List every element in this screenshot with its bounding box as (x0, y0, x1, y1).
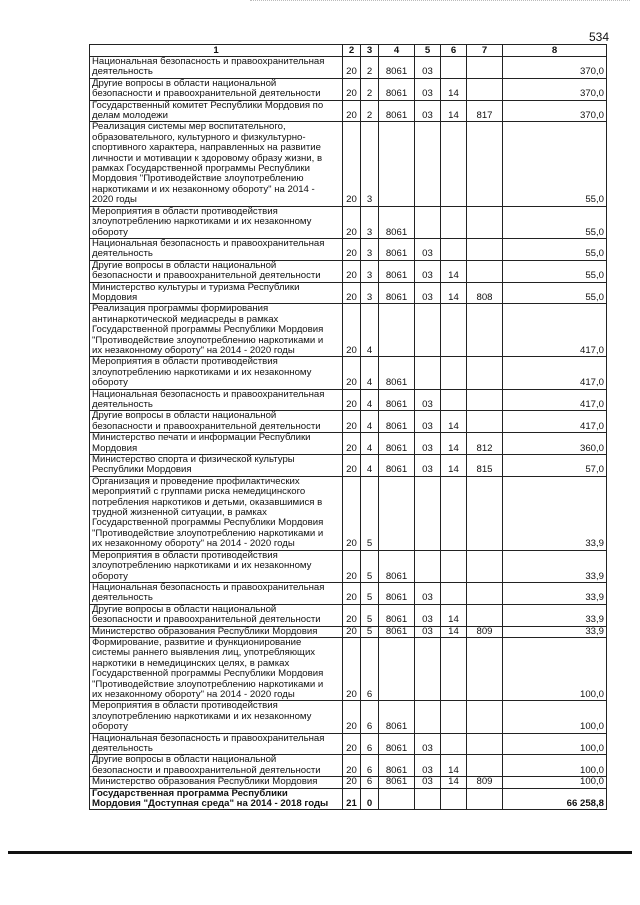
col2-cell: 20 (343, 206, 361, 238)
amount-cell: 100,0 (503, 755, 607, 777)
col7-cell (467, 57, 503, 79)
col4-cell: 8061 (379, 260, 415, 282)
col5-cell (415, 206, 441, 238)
col6-cell (441, 788, 467, 810)
table-row (90, 733, 607, 755)
col2-cell: 20 (343, 389, 361, 411)
col6-cell (441, 476, 467, 550)
col2-cell: 20 (343, 777, 361, 788)
col6-cell (441, 701, 467, 733)
col7-cell (467, 476, 503, 550)
col6-cell: 14 (441, 433, 467, 455)
column-header: 3 (361, 45, 379, 57)
table-row (90, 57, 607, 79)
col5-cell (415, 304, 441, 357)
col7-cell (467, 733, 503, 755)
col6-cell: 14 (441, 755, 467, 777)
col3-cell: 4 (361, 357, 379, 389)
col3-cell: 6 (361, 701, 379, 733)
table-row (90, 550, 607, 582)
table-row (90, 389, 607, 411)
col7-cell: 809 (467, 626, 503, 637)
table-row (90, 100, 607, 122)
row-name-cell: Мероприятия в области противодействия злоупотреблению наркотиками и их незаконному обороту (90, 701, 343, 733)
col4-cell: 8061 (379, 238, 415, 260)
table-row (90, 260, 607, 282)
amount-cell: 33,9 (503, 626, 607, 637)
col4-cell (379, 122, 415, 206)
col6-cell (441, 304, 467, 357)
row-name-cell: Министерство культуры и туризма Республики Мордовия (90, 282, 343, 304)
col4-cell: 8061 (379, 626, 415, 637)
col6-cell: 14 (441, 78, 467, 100)
col5-cell: 03 (415, 755, 441, 777)
amount-cell: 33,9 (503, 604, 607, 626)
table-row (90, 357, 607, 389)
amount-cell: 417,0 (503, 411, 607, 433)
col5-cell (415, 357, 441, 389)
col5-cell (415, 550, 441, 582)
col2-cell: 21 (343, 788, 361, 810)
table-row (90, 637, 607, 700)
col5-cell: 03 (415, 777, 441, 788)
table-row (90, 433, 607, 455)
col2-cell: 20 (343, 78, 361, 100)
amount-cell: 33,9 (503, 582, 607, 604)
table-row (90, 78, 607, 100)
row-name-cell: Другие вопросы в области национальной безопасности и правоохранительной деятельности (90, 755, 343, 777)
col3-cell: 2 (361, 100, 379, 122)
col5-cell: 03 (415, 733, 441, 755)
col4-cell: 8061 (379, 550, 415, 582)
col5-cell (415, 122, 441, 206)
col2-cell: 20 (343, 260, 361, 282)
col4-cell: 8061 (379, 78, 415, 100)
col5-cell (415, 701, 441, 733)
col2-cell: 20 (343, 626, 361, 637)
amount-cell: 100,0 (503, 637, 607, 700)
col5-cell (415, 788, 441, 810)
row-name-cell: Реализация системы мер воспитательного, образовательного, культурного и физкультурно- спортивного характера, направленных на развитие личности и мотивации к здоровому образу жизни, в рамках Государственной программы Республики Мордовия "Противодействие злоупотреблению наркотиками и их незаконному обороту" на 2014 - 2020 годы (90, 122, 343, 206)
col3-cell: 3 (361, 282, 379, 304)
col7-cell (467, 550, 503, 582)
col4-cell (379, 304, 415, 357)
col2-cell: 20 (343, 100, 361, 122)
col6-cell (441, 238, 467, 260)
col7-cell (467, 389, 503, 411)
col2-cell: 20 (343, 755, 361, 777)
row-name-cell: Министерство образования Республики Мордовия (90, 626, 343, 637)
table-row (90, 238, 607, 260)
col6-cell: 14 (441, 604, 467, 626)
row-name-cell: Другие вопросы в области национальной безопасности и правоохранительной деятельности (90, 411, 343, 433)
col6-cell (441, 57, 467, 79)
col3-cell: 4 (361, 455, 379, 477)
table-row (90, 476, 607, 550)
row-name-cell: Национальная безопасность и правоохранительная деятельность (90, 733, 343, 755)
bottom-divider (8, 851, 632, 854)
row-name-cell: Реализация программы формирования антинаркотической медиасреды в рамках Государственной программы Республики Мордовия "Противодействие злоупотреблению наркотиками и их незаконному обороту" на 2014 - 2020 годы (90, 304, 343, 357)
col3-cell: 4 (361, 433, 379, 455)
col5-cell (415, 637, 441, 700)
column-header: 2 (343, 45, 361, 57)
col4-cell: 8061 (379, 411, 415, 433)
amount-cell: 370,0 (503, 57, 607, 79)
row-name-cell: Формирование, развитие и функционирование системы раннего выявления лиц, употребляющих наркотики в немедицинских целях, в рамках Государственной программы Республики Мордовия "Противодействие злоупотреблению наркотиками и их незаконному обороту" на 2014 - 2020 годы (90, 637, 343, 700)
col6-cell: 14 (441, 455, 467, 477)
col5-cell: 03 (415, 78, 441, 100)
col7-cell (467, 701, 503, 733)
col4-cell: 8061 (379, 206, 415, 238)
col3-cell: 6 (361, 755, 379, 777)
col7-cell (467, 357, 503, 389)
row-name-cell: Мероприятия в области противодействия злоупотреблению наркотиками и их незаконному обороту (90, 357, 343, 389)
amount-cell: 370,0 (503, 100, 607, 122)
col6-cell (441, 582, 467, 604)
col2-cell: 20 (343, 637, 361, 700)
col7-cell (467, 582, 503, 604)
col6-cell (441, 550, 467, 582)
col3-cell: 2 (361, 57, 379, 79)
col2-cell: 20 (343, 433, 361, 455)
col4-cell: 8061 (379, 357, 415, 389)
col2-cell: 20 (343, 411, 361, 433)
col3-cell: 5 (361, 550, 379, 582)
col4-cell: 8061 (379, 100, 415, 122)
row-name-cell: Государственный комитет Республики Мордовия по делам молодежи (90, 100, 343, 122)
amount-cell: 33,9 (503, 550, 607, 582)
col6-cell: 14 (441, 282, 467, 304)
col5-cell: 03 (415, 604, 441, 626)
col2-cell: 20 (343, 304, 361, 357)
amount-cell: 55,0 (503, 206, 607, 238)
col7-cell: 809 (467, 777, 503, 788)
col6-cell: 14 (441, 260, 467, 282)
col4-cell: 8061 (379, 433, 415, 455)
column-header: 5 (415, 45, 441, 57)
amount-cell: 100,0 (503, 701, 607, 733)
col4-cell: 8061 (379, 701, 415, 733)
col3-cell: 6 (361, 777, 379, 788)
col3-cell: 3 (361, 122, 379, 206)
col2-cell: 20 (343, 57, 361, 79)
col2-cell: 20 (343, 238, 361, 260)
col2-cell: 20 (343, 357, 361, 389)
page-number: 534 (589, 30, 610, 44)
table-body (90, 57, 607, 810)
amount-cell: 417,0 (503, 389, 607, 411)
amount-cell: 417,0 (503, 357, 607, 389)
col7-cell (467, 637, 503, 700)
amount-cell: 57,0 (503, 455, 607, 477)
col3-cell: 6 (361, 733, 379, 755)
column-header: 4 (379, 45, 415, 57)
table-row (90, 755, 607, 777)
col7-cell (467, 78, 503, 100)
amount-cell: 370,0 (503, 78, 607, 100)
col4-cell: 8061 (379, 604, 415, 626)
col3-cell: 4 (361, 389, 379, 411)
table-row (90, 582, 607, 604)
col5-cell (415, 476, 441, 550)
col5-cell: 03 (415, 57, 441, 79)
col2-cell: 20 (343, 701, 361, 733)
column-header: 8 (503, 45, 607, 57)
col7-cell (467, 260, 503, 282)
col6-cell: 14 (441, 411, 467, 433)
col2-cell: 20 (343, 582, 361, 604)
col7-cell (467, 122, 503, 206)
col7-cell: 815 (467, 455, 503, 477)
col7-cell (467, 604, 503, 626)
col3-cell: 5 (361, 626, 379, 637)
col6-cell (441, 389, 467, 411)
col7-cell (467, 304, 503, 357)
amount-cell: 417,0 (503, 304, 607, 357)
amount-cell: 100,0 (503, 733, 607, 755)
table-header-row (90, 45, 607, 57)
table-row (90, 206, 607, 238)
amount-cell: 55,0 (503, 238, 607, 260)
row-name-cell: Государственная программа Республики Мордовия "Доступная среда" на 2014 - 2018 годы (90, 788, 343, 810)
amount-cell: 55,0 (503, 282, 607, 304)
col3-cell: 2 (361, 78, 379, 100)
amount-cell: 66 258,8 (503, 788, 607, 810)
col4-cell: 8061 (379, 455, 415, 477)
row-name-cell: Национальная безопасность и правоохранительная деятельность (90, 57, 343, 79)
col2-cell: 20 (343, 733, 361, 755)
table-row (90, 411, 607, 433)
row-name-cell: Национальная безопасность и правоохранительная деятельность (90, 389, 343, 411)
table-row (90, 788, 607, 810)
table-row (90, 701, 607, 733)
col5-cell: 03 (415, 582, 441, 604)
col2-cell: 20 (343, 282, 361, 304)
row-name-cell: Мероприятия в области противодействия злоупотреблению наркотиками и их незаконному обороту (90, 550, 343, 582)
amount-cell: 55,0 (503, 260, 607, 282)
col3-cell: 4 (361, 304, 379, 357)
amount-cell: 100,0 (503, 777, 607, 788)
col3-cell: 3 (361, 260, 379, 282)
col2-cell: 20 (343, 455, 361, 477)
col4-cell: 8061 (379, 777, 415, 788)
row-name-cell: Другие вопросы в области национальной безопасности и правоохранительной деятельности (90, 260, 343, 282)
column-header: 6 (441, 45, 467, 57)
table-row (90, 626, 607, 637)
col6-cell (441, 637, 467, 700)
col3-cell: 0 (361, 788, 379, 810)
col7-cell: 808 (467, 282, 503, 304)
col6-cell: 14 (441, 626, 467, 637)
col2-cell: 20 (343, 604, 361, 626)
col3-cell: 4 (361, 411, 379, 433)
col4-cell (379, 637, 415, 700)
col5-cell: 03 (415, 389, 441, 411)
col4-cell (379, 788, 415, 810)
col5-cell: 03 (415, 282, 441, 304)
row-name-cell: Мероприятия в области противодействия злоупотреблению наркотиками и их незаконному обороту (90, 206, 343, 238)
col2-cell: 20 (343, 122, 361, 206)
col5-cell: 03 (415, 100, 441, 122)
col6-cell (441, 122, 467, 206)
col4-cell: 8061 (379, 282, 415, 304)
table-row (90, 304, 607, 357)
col6-cell (441, 206, 467, 238)
col5-cell: 03 (415, 433, 441, 455)
col4-cell (379, 476, 415, 550)
col6-cell (441, 357, 467, 389)
budget-table (89, 44, 607, 810)
table-row (90, 455, 607, 477)
scan-artifact-line (250, 0, 630, 5)
col3-cell: 5 (361, 604, 379, 626)
col5-cell: 03 (415, 411, 441, 433)
row-name-cell: Национальная безопасность и правоохранительная деятельность (90, 238, 343, 260)
row-name-cell: Министерство образования Республики Мордовия (90, 777, 343, 788)
col4-cell: 8061 (379, 57, 415, 79)
col3-cell: 3 (361, 238, 379, 260)
col4-cell: 8061 (379, 755, 415, 777)
col5-cell: 03 (415, 238, 441, 260)
col7-cell (467, 238, 503, 260)
col7-cell (467, 411, 503, 433)
col5-cell: 03 (415, 260, 441, 282)
col4-cell: 8061 (379, 389, 415, 411)
col3-cell: 3 (361, 206, 379, 238)
col7-cell: 817 (467, 100, 503, 122)
col2-cell: 20 (343, 550, 361, 582)
col5-cell: 03 (415, 455, 441, 477)
col6-cell: 14 (441, 777, 467, 788)
col3-cell: 6 (361, 637, 379, 700)
column-header: 1 (90, 45, 343, 57)
col7-cell (467, 755, 503, 777)
row-name-cell: Министерство печати и информации Республики Мордовия (90, 433, 343, 455)
amount-cell: 33,9 (503, 476, 607, 550)
table-row (90, 604, 607, 626)
col3-cell: 5 (361, 476, 379, 550)
row-name-cell: Другие вопросы в области национальной безопасности и правоохранительной деятельности (90, 604, 343, 626)
col6-cell: 14 (441, 100, 467, 122)
col7-cell (467, 206, 503, 238)
row-name-cell: Министерство спорта и физической культуры Республики Мордовия (90, 455, 343, 477)
column-header: 7 (467, 45, 503, 57)
col4-cell: 8061 (379, 733, 415, 755)
amount-cell: 55,0 (503, 122, 607, 206)
col2-cell: 20 (343, 476, 361, 550)
row-name-cell: Организация и проведение профилактических мероприятий с группами риска немедицинского потребления наркотиков и детьми, оказавшимися в трудной жизненной ситуации, в рамках Государственной программы Республики Мордовия "Противодействие злоупотреблению наркотиками и их незаконному обороту" на 2014 - 2020 годы (90, 476, 343, 550)
table-row (90, 122, 607, 206)
table-row (90, 282, 607, 304)
row-name-cell: Другие вопросы в области национальной безопасности и правоохранительной деятельности (90, 78, 343, 100)
amount-cell: 360,0 (503, 433, 607, 455)
col3-cell: 5 (361, 582, 379, 604)
col7-cell (467, 788, 503, 810)
col7-cell: 812 (467, 433, 503, 455)
col4-cell: 8061 (379, 582, 415, 604)
table-row (90, 777, 607, 788)
col6-cell (441, 733, 467, 755)
col5-cell: 03 (415, 626, 441, 637)
row-name-cell: Национальная безопасность и правоохранительная деятельность (90, 582, 343, 604)
